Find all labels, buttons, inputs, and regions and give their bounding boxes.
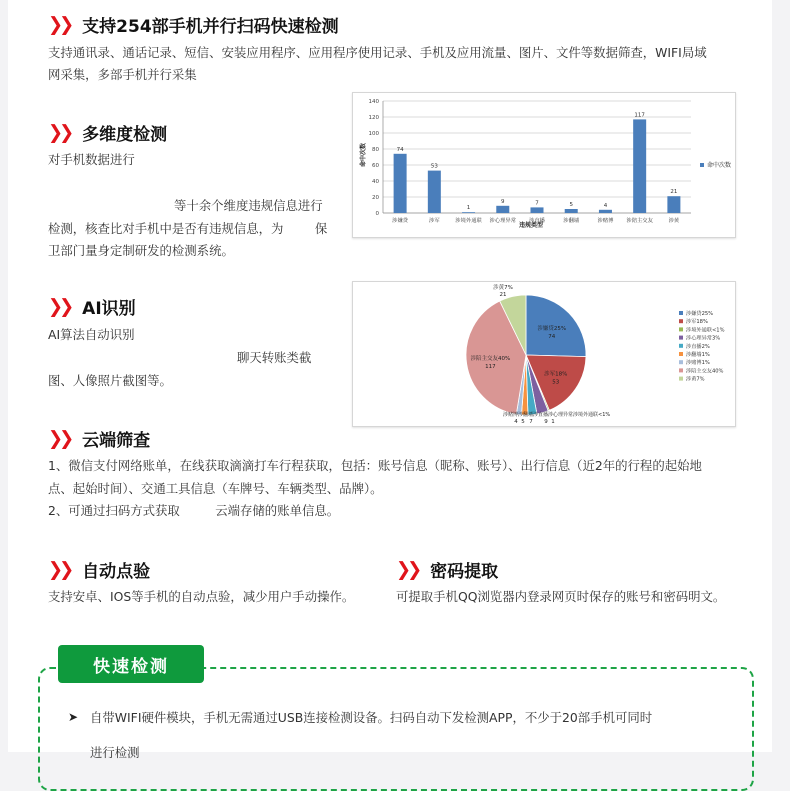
y-tick-label: 100 — [368, 131, 379, 137]
legend-label: 涉境外通联<1% — [686, 327, 725, 334]
pie-data-label: 涉陪主交友40% — [470, 356, 511, 363]
y-tick-label: 140 — [368, 99, 379, 105]
bar — [530, 207, 543, 213]
heading-text: 自动点验 — [82, 561, 151, 582]
legend-swatch — [679, 368, 683, 372]
bar-value-label: 53 — [430, 163, 438, 170]
pie-data-label: 涉黄7% — [493, 285, 513, 291]
legend-label: 涉黄7% — [686, 376, 705, 383]
pie-data-label: 涉嫌贷25% — [537, 325, 567, 332]
double-chevron-icon: ❯❯ — [48, 557, 71, 581]
pie-data-value: 117 — [485, 364, 496, 371]
bar-value-label: 5 — [569, 202, 573, 208]
pie-small-labels: 涉赌博涉翻墙涉直播涉心理异常涉境外通联<1% — [503, 412, 611, 418]
double-chevron-icon: ❯❯ — [48, 120, 71, 144]
parallel-line-2: 网采集，多部手机并行采集 — [48, 67, 197, 82]
legend-label: 涉陪主交友40% — [686, 368, 724, 375]
legend-swatch — [679, 327, 683, 331]
parallel-line-1: 支持通讯录、通话记录、短信、安装应用程序、应用程序使用记录、手机及应用流量、图片、文件等数据筛查，WIFI局域 — [48, 45, 707, 60]
legend-label: 涉军18% — [686, 319, 708, 326]
quick-bullet-cont: 进行检测 — [90, 745, 140, 760]
cloud-line-1: 1、微信支付网络账单，在线获取滴滴打车行程获取，包括：账号信息（昵称、账号）、出行信息（近2年的行程的起始地 — [48, 458, 702, 473]
bar — [667, 196, 680, 213]
x-tick-label: 涉赌博 — [597, 218, 614, 224]
bar — [394, 154, 407, 213]
multidim-line-2: 等十余个维度违规信息进行 — [174, 198, 323, 213]
bar — [565, 209, 578, 213]
legend-swatch — [679, 377, 683, 381]
pie-data-value: 74 — [548, 333, 556, 340]
pie-chart-svg — [353, 282, 735, 426]
legend-swatch — [679, 311, 683, 315]
section-heading-autocheck — [48, 557, 150, 581]
bar-value-label: 117 — [634, 112, 645, 119]
quick-detect-label: 快速检测 — [93, 656, 169, 677]
section-heading-multidim — [48, 120, 167, 144]
bar-value-label: 4 — [603, 202, 608, 209]
y-tick-label: 80 — [372, 147, 379, 153]
page — [8, 0, 772, 760]
x-tick-label: 涉军 — [429, 218, 440, 224]
bar-chart-svg — [353, 93, 735, 237]
x-tick-label: 涉嫌贷 — [392, 218, 409, 224]
legend-swatch — [679, 336, 683, 340]
ai-line-2: 聊天转账类截 — [237, 350, 312, 365]
pie-data-value: 9 — [544, 419, 548, 425]
pie-data-value: 21 — [499, 292, 507, 298]
legend-label: 涉心理异常3% — [686, 335, 721, 342]
pie-data-value: 7 — [529, 419, 533, 425]
double-chevron-icon: ❯❯ — [48, 294, 71, 318]
bar-value-label: 21 — [670, 189, 678, 196]
section-heading-cloud — [48, 426, 150, 450]
bar — [462, 212, 475, 213]
bar-value-label: 1 — [466, 205, 471, 212]
heading-text: 密码提取 — [430, 561, 499, 582]
double-chevron-icon: ❯❯ — [48, 426, 71, 450]
x-tick-label: 涉黄 — [668, 218, 680, 224]
ai-line-1: AI算法自动识别 — [48, 327, 135, 342]
bar — [428, 171, 441, 213]
legend-label: 涉直播2% — [686, 343, 710, 350]
multidim-line-1: 对手机数据进行 — [48, 152, 135, 167]
x-tick-label: 涉心理异常 — [489, 218, 517, 224]
cloud-line-2: 点、起始时间）、交通工具信息（车牌号、车辆类型、品牌）。 — [48, 481, 383, 496]
x-tick-label: 涉直播 — [529, 218, 545, 224]
bar — [633, 119, 646, 213]
multidim-line-4: 卫部门量身定制研发的检测系统。 — [48, 243, 234, 258]
bar-value-label: 9 — [501, 198, 505, 205]
heading-text: AI识别 — [82, 298, 136, 319]
section-heading-password — [396, 557, 498, 581]
pie-data-value: 5 — [521, 419, 525, 425]
bar-value-label: 7 — [535, 200, 539, 207]
y-tick-label: 20 — [372, 195, 379, 201]
heading-text: 多维度检测 — [82, 124, 168, 145]
legend-swatch — [679, 360, 683, 364]
quick-bullet-text: 自带WIFI硬件模块，手机无需通过USB连接检测设备。扫码自动下发检测APP，不少于20部手机可同时 — [90, 710, 653, 725]
y-tick-label: 120 — [368, 115, 379, 121]
double-chevron-icon: ❯❯ — [396, 557, 419, 581]
pie-data-label: 涉军18% — [544, 371, 568, 378]
section-heading-parallel — [48, 12, 339, 36]
pie-chart — [352, 281, 736, 427]
pie-data-value: 53 — [552, 379, 560, 386]
y-tick-label: 40 — [372, 179, 379, 185]
y-tick-label: 0 — [375, 211, 379, 217]
bar-chart — [352, 92, 736, 238]
cloud-line-3: 2、可通过扫码方式获取 云端存储的账单信息。 — [48, 503, 340, 518]
password-text: 可提取手机QQ浏览器内登录网页时保存的账号和密码明文。 — [396, 589, 726, 604]
ai-line-3: 图、人像照片截图等。 — [48, 373, 172, 388]
bar — [599, 210, 612, 213]
y-tick-label: 60 — [372, 163, 379, 169]
legend-swatch — [700, 163, 704, 167]
x-tick-label: 涉陪主交友 — [626, 218, 653, 224]
legend-label: 涉翻墙1% — [686, 352, 710, 358]
quick-detect-tab — [58, 645, 204, 683]
legend-label: 涉嫌贷25% — [686, 311, 714, 317]
bar — [496, 206, 509, 213]
double-chevron-icon: ❯❯ — [48, 12, 71, 36]
bar-value-label: 74 — [396, 146, 404, 153]
autocheck-text: 支持安卓、IOS等手机的自动点验，减少用户手动操作。 — [48, 589, 355, 604]
x-axis-label: 违规类型 — [518, 222, 544, 229]
heading-text: 云端筛查 — [82, 430, 151, 451]
y-axis-label: 命中次数 — [360, 142, 367, 168]
legend-swatch — [679, 319, 683, 323]
pie-data-value: 1 — [551, 419, 555, 425]
legend-swatch — [679, 344, 683, 348]
legend-label: 命中次数 — [707, 162, 732, 169]
arrow-bullet-icon: ➤ — [68, 710, 79, 724]
heading-text: 支持254部手机并行扫码快速检测 — [82, 16, 339, 37]
section-heading-ai — [48, 294, 136, 318]
x-tick-label: 涉境外通联 — [455, 218, 482, 224]
x-tick-label: 涉翻墙 — [563, 218, 580, 224]
multidim-line-3: 检测，核查比对手机中是否有违规信息，为 保 — [48, 221, 328, 236]
pie-data-value: 4 — [514, 419, 518, 425]
legend-label: 涉赌博1% — [686, 360, 710, 367]
legend-swatch — [679, 352, 683, 356]
